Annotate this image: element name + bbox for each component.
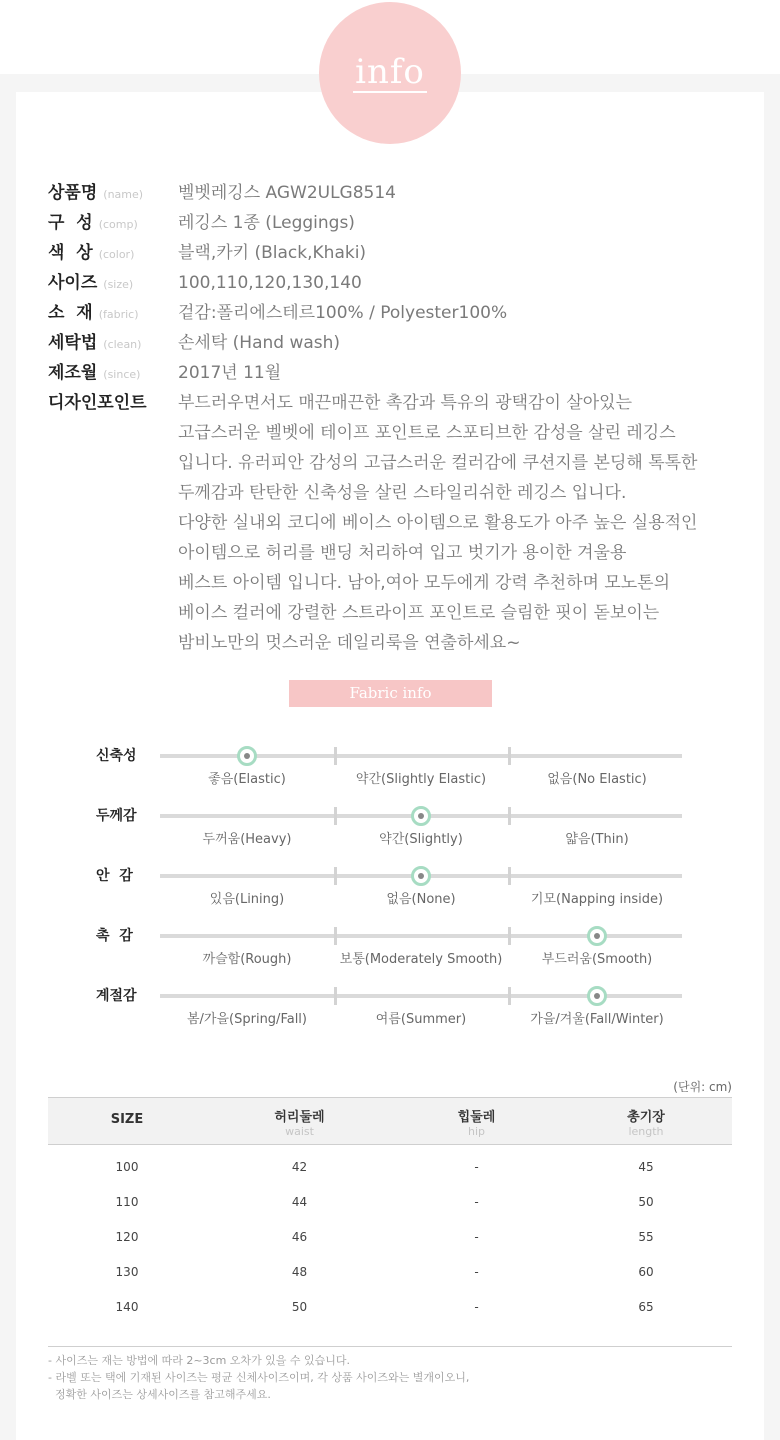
spec-label: 세탁법 bbox=[48, 333, 98, 353]
spec-value: 2017년 11월 bbox=[178, 363, 282, 383]
scale-selected-marker bbox=[587, 986, 607, 1006]
scale-option-label: 보통(Moderately Smooth) bbox=[339, 952, 503, 967]
spec-sublabel: (name) bbox=[103, 188, 144, 201]
table-cell: - bbox=[474, 1299, 479, 1314]
spec-value: 손세탁 (Hand wash) bbox=[178, 333, 341, 353]
fabric-attribute-label: 신축성 bbox=[96, 748, 137, 764]
table-cell: 65 bbox=[638, 1299, 654, 1314]
header-sublabel: length bbox=[628, 1125, 664, 1138]
scale-divider bbox=[334, 867, 337, 885]
table-row bbox=[48, 1184, 732, 1219]
table-row bbox=[48, 1254, 732, 1289]
header-label: SIZE bbox=[110, 1112, 144, 1127]
table-cell: 48 bbox=[291, 1264, 308, 1279]
scale-selected-marker bbox=[411, 806, 431, 826]
spec-row-name bbox=[48, 178, 748, 208]
product-spec bbox=[48, 178, 748, 658]
scale-option-label: 약간(Slightly) bbox=[379, 832, 463, 847]
spec-value: 레깅스 1종 (Leggings) bbox=[178, 213, 355, 233]
scale-divider bbox=[508, 807, 511, 825]
scale-selected-marker bbox=[411, 866, 431, 886]
spec-row-fabric bbox=[48, 298, 748, 328]
note-line: - 사이즈는 재는 방법에 따라 2~3cm 오차가 있을 수 있습니다. bbox=[48, 1354, 351, 1367]
header-size bbox=[48, 1098, 206, 1144]
table-cell: 110 bbox=[115, 1194, 139, 1209]
fabric-attribute-row bbox=[0, 866, 780, 926]
spec-row-clean bbox=[48, 328, 748, 358]
table-cell: 45 bbox=[638, 1159, 654, 1174]
spec-sublabel: (comp) bbox=[98, 218, 138, 231]
scale-option-label: 가을/겨울(Fall/Winter) bbox=[530, 1012, 664, 1027]
header-label: 힙둘레 bbox=[457, 1110, 496, 1125]
table-cell: 60 bbox=[638, 1264, 654, 1279]
table-cell: 140 bbox=[115, 1299, 139, 1314]
scale-option-label: 좋음(Elastic) bbox=[208, 772, 286, 787]
table-row bbox=[48, 1149, 732, 1184]
fabric-attribute-row bbox=[0, 806, 780, 866]
header-label: 총기장 bbox=[627, 1110, 665, 1125]
table-cell: 42 bbox=[291, 1159, 308, 1174]
spec-label: 색 상 bbox=[48, 243, 93, 263]
size-table bbox=[48, 1097, 732, 1324]
fabric-attribute-row bbox=[0, 926, 780, 986]
scale-option-label: 봄/가을(Spring/Fall) bbox=[186, 1012, 307, 1027]
spec-label: 제조월 bbox=[48, 363, 98, 383]
table-cell: 130 bbox=[115, 1264, 139, 1279]
table-cell: - bbox=[474, 1229, 479, 1244]
size-table-body bbox=[48, 1145, 732, 1324]
table-cell: 44 bbox=[291, 1194, 308, 1209]
spec-value: 블랙,카키 (Black,Khaki) bbox=[178, 243, 367, 263]
header-sublabel: waist bbox=[285, 1125, 314, 1138]
scale-option-label: 약간(Slightly Elastic) bbox=[355, 772, 487, 787]
scale-option-label: 기모(Napping inside) bbox=[530, 892, 664, 907]
spec-label: 소 재 bbox=[48, 303, 93, 323]
scale-divider bbox=[334, 807, 337, 825]
fabric-attribute-label: 두께감 bbox=[96, 808, 137, 824]
scale-option-label: 여름(Summer) bbox=[375, 1012, 467, 1027]
scale-option-label: 까슬함(Rough) bbox=[202, 952, 292, 967]
design-point-text: 부드러우면서도 매끈매끈한 촉감과 특유의 광택감이 살아있는 고급스러운 벨벳에 테이프 포인트로 스포티브한 감성을 살린 레깅스 입니다. 유러피안 감성의 고급스러운 컬러감에 쿠션지를 본딩해 톡톡한 두께감과 탄탄한 신축성을 살린 스타일리쉬한 레깅스 입니다. 다양한 실내외 코디에 베이스 아이템으로 활용도가 아주 높은 실용적인 아이템으로 허리를 밴딩 처리하여 입고 벗기가 용이한 겨울용 베스트 아이템 입니다. 남아,여아 모두에게 강력 추천하며 모노톤의 베이스 컬러에 강렬한 스트라이프 포인트로 슬림한 핏이 돋보이는 밤비노만의 멋스러운 데일리룩을 연출하세요~ bbox=[178, 393, 698, 653]
spec-label: 사이즈 bbox=[48, 273, 98, 293]
fabric-attribute-row bbox=[0, 986, 780, 1046]
header-waist bbox=[206, 1098, 393, 1144]
fabric-attribute-label: 촉 감 bbox=[96, 928, 133, 944]
note-line: 정확한 사이즈는 상세사이즈를 참고해주세요. bbox=[48, 1388, 271, 1401]
spec-row-comp bbox=[48, 208, 748, 238]
scale-divider bbox=[508, 867, 511, 885]
spec-sublabel: (clean) bbox=[103, 338, 142, 351]
spec-row-since bbox=[48, 358, 748, 388]
table-row bbox=[48, 1289, 732, 1324]
spec-row-color bbox=[48, 238, 748, 268]
unit-label: (단위: cm) bbox=[673, 1080, 732, 1094]
fabric-attribute-row bbox=[0, 746, 780, 806]
spec-label: 구 성 bbox=[48, 213, 93, 233]
scale-selected-marker bbox=[237, 746, 257, 766]
spec-value: 벨벳레깅스 AGW2ULG8514 bbox=[178, 183, 396, 203]
scale-option-label: 있음(Lining) bbox=[209, 892, 285, 907]
scale-option-label: 두꺼움(Heavy) bbox=[202, 832, 292, 847]
size-table-header bbox=[48, 1097, 732, 1145]
table-row bbox=[48, 1219, 732, 1254]
header-sublabel: hip bbox=[467, 1125, 485, 1138]
table-cell: - bbox=[474, 1194, 479, 1209]
spec-sublabel: (size) bbox=[103, 278, 134, 291]
spec-sublabel: (since) bbox=[103, 368, 141, 381]
header-length bbox=[560, 1098, 732, 1144]
scale-divider bbox=[508, 987, 511, 1005]
table-cell: 100 bbox=[115, 1159, 139, 1174]
spec-value: 100,110,120,130,140 bbox=[178, 273, 362, 293]
info-badge bbox=[319, 2, 461, 144]
table-cell: 55 bbox=[638, 1229, 654, 1244]
size-notes bbox=[48, 1352, 469, 1403]
spec-value: 겉감:폴리에스테르100% / Polyester100% bbox=[178, 303, 508, 323]
scale-option-label: 없음(None) bbox=[386, 892, 456, 907]
spec-label: 상품명 bbox=[48, 183, 98, 203]
table-divider bbox=[48, 1346, 732, 1347]
spec-sublabel: (fabric) bbox=[98, 308, 139, 321]
scale-option-label: 없음(No Elastic) bbox=[547, 772, 647, 787]
scale-divider bbox=[334, 747, 337, 765]
fabric-attribute-label: 안 감 bbox=[96, 868, 133, 884]
table-cell: 120 bbox=[115, 1229, 139, 1244]
note-line: - 라벨 또는 택에 기재된 사이즈는 평균 신체사이즈이며, 각 상품 사이즈와는 별개이오니, bbox=[48, 1371, 470, 1384]
scale-divider bbox=[334, 927, 337, 945]
scale-divider bbox=[334, 987, 337, 1005]
table-cell: 50 bbox=[291, 1299, 308, 1314]
scale-option-label: 부드러움(Smooth) bbox=[541, 952, 653, 967]
spec-label: 디자인포인트 bbox=[48, 393, 147, 413]
fabric-attribute-label: 계절감 bbox=[96, 988, 137, 1004]
header-label: 허리둘레 bbox=[274, 1110, 325, 1125]
scale-option-label: 얇음(Thin) bbox=[565, 832, 629, 847]
spec-row-size bbox=[48, 268, 748, 298]
table-cell: - bbox=[474, 1159, 479, 1174]
spec-row-design-point bbox=[48, 388, 748, 658]
fabric-info-title: Fabric info bbox=[289, 680, 492, 707]
spec-sublabel: (color) bbox=[98, 248, 135, 261]
scale-divider bbox=[508, 747, 511, 765]
info-title: info bbox=[355, 52, 425, 92]
scale-divider bbox=[508, 927, 511, 945]
table-cell: - bbox=[474, 1264, 479, 1279]
header-hip bbox=[393, 1098, 560, 1144]
table-cell: 50 bbox=[638, 1194, 654, 1209]
scale-selected-marker bbox=[587, 926, 607, 946]
table-cell: 46 bbox=[291, 1229, 308, 1244]
